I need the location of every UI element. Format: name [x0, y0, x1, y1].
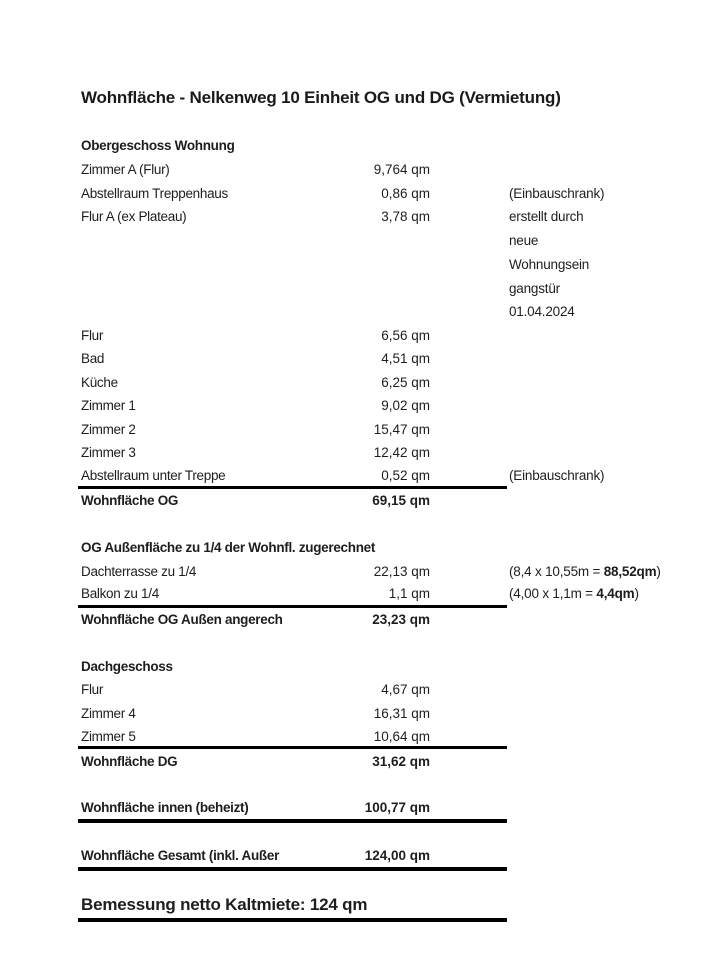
- total-row-dg: [81, 752, 508, 774]
- row-note: (Einbauschrank): [509, 468, 605, 483]
- section-heading-aussenflaeche: OG Außenfläche zu 1/4 der Wohnfl. zugerechnet: [81, 540, 376, 555]
- row-value: 16,31 qm: [373, 706, 430, 721]
- row-value: 6,56 qm: [381, 328, 430, 343]
- row-label: Abstellraum unter Treppe: [81, 468, 226, 483]
- row-value: 1,1 qm: [388, 586, 430, 601]
- note-text: ): [634, 586, 639, 601]
- divider-line: [78, 918, 507, 922]
- row-value: 15,47 qm: [373, 422, 430, 437]
- row-value: 3,78 qm: [381, 209, 430, 224]
- row-value: 6,25 qm: [381, 375, 430, 390]
- divider-line: [78, 867, 507, 871]
- total-value: 69,15 qm: [372, 493, 430, 508]
- table-row: [81, 349, 508, 371]
- total-value: 23,23 qm: [372, 612, 430, 627]
- total-label: Wohnfläche OG: [81, 493, 179, 508]
- total-row-aussen: [81, 610, 508, 632]
- row-label: Zimmer 5: [81, 729, 136, 744]
- row-label: Abstellraum Treppenhaus: [81, 186, 228, 201]
- row-label: Zimmer 3: [81, 445, 136, 460]
- note-text: ): [656, 564, 661, 579]
- total-row-og: [81, 491, 508, 513]
- table-row: [81, 160, 508, 182]
- row-note: erstellt durch: [509, 209, 584, 224]
- section-heading-dachgeschoss: Dachgeschoss: [81, 659, 173, 674]
- total-label: Wohnfläche OG Außen angerech: [81, 612, 283, 627]
- table-row: [81, 396, 508, 418]
- row-note: (Einbauschrank): [509, 186, 605, 201]
- table-row: [81, 562, 508, 584]
- row-value: 4,67 qm: [381, 682, 430, 697]
- note-text: (4,00 x 1,1m =: [509, 586, 597, 601]
- table-row: [81, 184, 508, 206]
- row-label: Flur: [81, 328, 104, 343]
- total-value: 31,62 qm: [372, 754, 430, 769]
- table-row: [81, 207, 508, 229]
- bemessung-summary: Bemessung netto Kaltmiete: 124 qm: [81, 895, 368, 914]
- row-label: Küche: [81, 375, 118, 390]
- row-note-continuation: Wohnungsein: [509, 257, 590, 272]
- row-value: 9,02 qm: [381, 398, 430, 413]
- row-label: Zimmer A (Flur): [81, 162, 170, 177]
- table-row: [81, 680, 508, 702]
- table-row: [81, 373, 508, 395]
- row-value: 10,64 qm: [373, 729, 430, 744]
- table-row: [81, 466, 508, 488]
- table-row: [81, 584, 508, 606]
- table-row: [81, 326, 508, 348]
- row-label: Zimmer 1: [81, 398, 136, 413]
- section-heading-obergeschoss: Obergeschoss Wohnung: [81, 138, 235, 153]
- total-value: 124,00 qm: [364, 848, 430, 863]
- note-text: (8,4 x 10,55m =: [509, 564, 604, 579]
- row-label: Zimmer 4: [81, 706, 136, 721]
- total-label: Wohnfläche Gesamt (inkl. Außer: [81, 848, 280, 863]
- divider-line: [78, 486, 507, 489]
- row-note-continuation: 01.04.2024: [509, 304, 575, 319]
- row-label: Balkon zu 1/4: [81, 586, 159, 601]
- row-value: 4,51 qm: [381, 351, 430, 366]
- row-note: [509, 564, 661, 579]
- divider-line: [78, 746, 507, 749]
- row-value: 9,764 qm: [373, 162, 430, 177]
- divider-line: [78, 605, 507, 608]
- row-label: Dachterrasse zu 1/4: [81, 564, 197, 579]
- row-note-continuation: gangstür: [509, 281, 560, 296]
- row-note-continuation: neue: [509, 233, 539, 248]
- total-label: Wohnfläche DG: [81, 754, 178, 769]
- table-row: [81, 443, 508, 465]
- total-label: Wohnfläche innen (beheizt): [81, 800, 249, 815]
- row-label: Flur: [81, 682, 104, 697]
- row-note: [509, 586, 639, 601]
- total-row-gesamt: [81, 846, 508, 868]
- total-row-innen: [81, 798, 508, 820]
- row-value: 12,42 qm: [373, 445, 430, 460]
- row-value: 0,52 qm: [381, 468, 430, 483]
- row-label: Flur A (ex Plateau): [81, 209, 187, 224]
- row-label: Zimmer 2: [81, 422, 136, 437]
- table-row: [81, 704, 508, 726]
- row-label: Bad: [81, 351, 105, 366]
- note-bold-value: 88,52qm: [603, 564, 657, 579]
- total-value: 100,77 qm: [364, 800, 430, 815]
- row-value: 22,13 qm: [373, 564, 430, 579]
- note-bold-value: 4,4qm: [596, 586, 635, 601]
- table-row: [81, 420, 508, 442]
- row-value: 0,86 qm: [381, 186, 430, 201]
- document-title: Wohnfläche - Nelkenweg 10 Einheit OG und DG (Vermietung): [81, 88, 561, 107]
- divider-line: [78, 819, 507, 823]
